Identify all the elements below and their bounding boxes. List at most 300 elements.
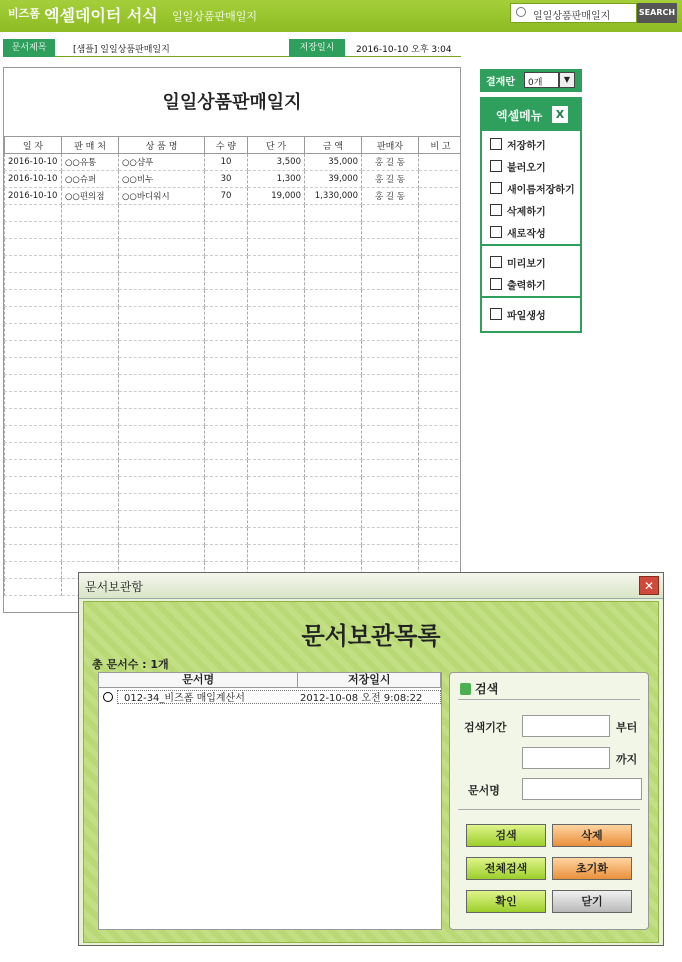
table-cell[interactable]	[362, 375, 419, 392]
table-cell[interactable]	[119, 290, 205, 307]
menu-item-label: 파일생성	[507, 310, 546, 322]
table-cell[interactable]	[5, 290, 62, 307]
table-cell[interactable]	[305, 307, 362, 324]
close-button[interactable]: 닫기	[552, 890, 632, 913]
table-cell[interactable]	[419, 443, 462, 460]
menu-item-save-as[interactable]	[482, 175, 580, 197]
table-cell[interactable]	[62, 460, 119, 477]
table-cell[interactable]	[305, 426, 362, 443]
table-cell[interactable]	[419, 324, 462, 341]
approval-select[interactable]: 0개	[524, 72, 559, 88]
preview-icon	[490, 256, 502, 268]
table-cell[interactable]	[119, 494, 205, 511]
table-cell[interactable]	[205, 477, 248, 494]
table-cell[interactable]	[205, 392, 248, 409]
table-cell[interactable]	[62, 443, 119, 460]
table-cell[interactable]	[205, 324, 248, 341]
table-row	[5, 205, 462, 222]
new-icon	[490, 226, 502, 238]
table-cell[interactable]: 2016-10-10	[5, 171, 62, 188]
table-cell[interactable]: ○○유통	[62, 154, 119, 171]
table-cell[interactable]	[305, 494, 362, 511]
table-cell[interactable]	[62, 409, 119, 426]
table-cell[interactable]	[119, 205, 205, 222]
table-cell[interactable]	[419, 222, 462, 239]
table-cell[interactable]: 70	[205, 188, 248, 205]
table-cell[interactable]	[62, 273, 119, 290]
doc-name-label: 문서명	[468, 784, 500, 797]
table-cell[interactable]	[419, 392, 462, 409]
table-cell[interactable]	[419, 341, 462, 358]
table-cell[interactable]	[205, 426, 248, 443]
menu-item-open[interactable]	[482, 153, 580, 175]
menu-item-label: 불러오기	[507, 162, 546, 174]
list-item[interactable]	[99, 688, 441, 705]
table-cell[interactable]	[5, 460, 62, 477]
table-cell[interactable]	[5, 273, 62, 290]
table-cell[interactable]	[205, 545, 248, 562]
table-cell[interactable]	[62, 511, 119, 528]
from-label: 부터	[616, 721, 638, 734]
menu-item-print[interactable]	[482, 271, 580, 293]
table-row	[5, 324, 462, 341]
search-input[interactable]	[510, 3, 637, 23]
close-icon[interactable]: ✕	[639, 576, 659, 595]
col-doc-name[interactable]: 문서명	[99, 673, 298, 687]
table-cell[interactable]	[119, 460, 205, 477]
table-cell[interactable]	[205, 494, 248, 511]
menu-item-label: 삭제하기	[507, 206, 546, 218]
excel-menu	[480, 97, 582, 333]
search-button[interactable]: SEARCH	[637, 3, 677, 23]
dialog-titlebar	[79, 573, 663, 599]
table-cell[interactable]	[5, 494, 62, 511]
archive-heading: 문서보관목록	[301, 622, 441, 650]
table-cell[interactable]	[119, 426, 205, 443]
form-name: 일일상품판매일지	[172, 10, 258, 23]
table-row	[5, 341, 462, 358]
table-cell[interactable]	[119, 256, 205, 273]
table-cell[interactable]	[305, 324, 362, 341]
table-cell[interactable]	[205, 205, 248, 222]
table-cell[interactable]	[305, 341, 362, 358]
table-cell[interactable]	[5, 392, 62, 409]
table-cell[interactable]	[119, 273, 205, 290]
table-cell[interactable]	[119, 392, 205, 409]
table-cell[interactable]	[248, 426, 305, 443]
table-cell[interactable]	[5, 579, 62, 596]
delete-icon	[490, 204, 502, 216]
table-cell[interactable]	[119, 545, 205, 562]
menu-item-label: 미리보기	[507, 258, 546, 270]
table-row	[5, 426, 462, 443]
table-cell[interactable]	[419, 273, 462, 290]
table-cell[interactable]	[362, 239, 419, 256]
table-row	[5, 528, 462, 545]
table-cell[interactable]	[305, 239, 362, 256]
table-cell[interactable]	[419, 307, 462, 324]
table-cell[interactable]	[305, 358, 362, 375]
table-cell[interactable]	[305, 528, 362, 545]
table-cell[interactable]	[62, 358, 119, 375]
table-cell[interactable]	[205, 256, 248, 273]
column-header: 상 품 명	[119, 137, 205, 154]
top-bar	[0, 0, 682, 32]
table-cell[interactable]	[305, 477, 362, 494]
table-cell[interactable]	[362, 290, 419, 307]
table-cell[interactable]	[119, 375, 205, 392]
saved-tag: 저장일시	[289, 39, 345, 57]
row-cells	[117, 690, 441, 704]
row-radio[interactable]	[103, 692, 113, 702]
search-title-text: 검색	[475, 682, 499, 696]
approval-selector	[480, 69, 582, 92]
table-cell[interactable]	[119, 477, 205, 494]
table-row	[5, 409, 462, 426]
table-cell[interactable]	[248, 545, 305, 562]
table-cell[interactable]	[205, 341, 248, 358]
table-row	[5, 511, 462, 528]
table-cell[interactable]	[119, 409, 205, 426]
table-cell[interactable]	[62, 392, 119, 409]
table-cell[interactable]: 35,000	[305, 154, 362, 171]
search-icon	[516, 7, 526, 17]
divider	[458, 809, 640, 810]
table-row	[5, 375, 462, 392]
table-cell[interactable]: 19,000	[248, 188, 305, 205]
column-header: 판 매 처	[62, 137, 119, 154]
table-cell[interactable]	[248, 307, 305, 324]
table-cell[interactable]	[5, 409, 62, 426]
sheet-title: 일일상품판매일지	[162, 92, 302, 113]
table-cell[interactable]	[305, 375, 362, 392]
table-cell[interactable]	[419, 494, 462, 511]
table-cell[interactable]	[62, 239, 119, 256]
table-cell[interactable]	[5, 375, 62, 392]
table-row	[5, 290, 462, 307]
table-cell[interactable]	[248, 528, 305, 545]
menu-item-delete[interactable]	[482, 197, 580, 219]
table-row	[5, 154, 462, 171]
menu-item-label: 새이름저장하기	[507, 184, 575, 196]
table-cell[interactable]: ○○바디워시	[119, 188, 205, 205]
table-cell[interactable]	[419, 426, 462, 443]
table-cell[interactable]	[119, 324, 205, 341]
document-archive-dialog	[78, 572, 664, 946]
table-cell[interactable]	[248, 324, 305, 341]
table-cell[interactable]: 39,000	[305, 171, 362, 188]
table-row	[5, 392, 462, 409]
table-cell[interactable]	[62, 545, 119, 562]
table-cell[interactable]	[305, 222, 362, 239]
chevron-down-icon[interactable]: ▼	[559, 72, 575, 88]
table-cell[interactable]	[62, 477, 119, 494]
table-cell[interactable]	[205, 375, 248, 392]
table-cell[interactable]: 1,330,000	[305, 188, 362, 205]
table-cell[interactable]	[305, 392, 362, 409]
table-cell[interactable]	[362, 392, 419, 409]
table-cell[interactable]	[362, 426, 419, 443]
table-cell[interactable]: 홍 길 동	[362, 188, 419, 205]
row-doc-date: 2012-10-08 오전 9:08:22	[300, 693, 423, 704]
table-cell[interactable]	[205, 290, 248, 307]
table-cell[interactable]	[362, 409, 419, 426]
table-cell[interactable]	[362, 341, 419, 358]
menu-item-label: 저장하기	[507, 140, 546, 152]
search-all-button[interactable]: 전체검색	[466, 857, 546, 880]
table-cell[interactable]	[5, 426, 62, 443]
excel-icon: X	[552, 106, 568, 123]
table-cell[interactable]	[205, 443, 248, 460]
table-cell[interactable]	[248, 375, 305, 392]
menu-item-folder[interactable]	[482, 301, 580, 323]
table-cell[interactable]	[305, 460, 362, 477]
table-cell[interactable]	[419, 358, 462, 375]
table-cell[interactable]	[248, 494, 305, 511]
sales-table	[4, 136, 461, 596]
document-list	[98, 672, 442, 930]
table-row	[5, 171, 462, 188]
table-row	[5, 188, 462, 205]
table-cell[interactable]	[205, 239, 248, 256]
table-cell[interactable]	[305, 545, 362, 562]
menu-item-save[interactable]	[482, 131, 580, 153]
to-label: 까지	[616, 753, 638, 766]
table-cell[interactable]: 30	[205, 171, 248, 188]
table-cell[interactable]	[419, 545, 462, 562]
table-cell[interactable]: 홍 길 동	[362, 171, 419, 188]
column-header: 비 고	[419, 137, 462, 154]
table-cell[interactable]	[362, 494, 419, 511]
table-cell[interactable]	[5, 341, 62, 358]
print-icon	[490, 278, 502, 290]
table-row	[5, 443, 462, 460]
table-cell[interactable]: 1,300	[248, 171, 305, 188]
menu-item-preview[interactable]	[482, 249, 580, 271]
table-cell[interactable]	[305, 511, 362, 528]
table-cell[interactable]	[248, 341, 305, 358]
menu-divider	[482, 244, 580, 246]
date-to-input[interactable]	[522, 747, 610, 769]
table-cell[interactable]	[205, 460, 248, 477]
table-cell[interactable]	[419, 511, 462, 528]
menu-divider	[482, 296, 580, 298]
table-cell[interactable]	[205, 222, 248, 239]
period-label: 검색기간	[464, 721, 507, 734]
table-cell[interactable]	[362, 477, 419, 494]
doc-title: [샘플] 일일상품판매일지	[73, 45, 170, 55]
table-cell[interactable]: 3,500	[248, 154, 305, 171]
table-cell[interactable]	[5, 477, 62, 494]
table-cell[interactable]	[119, 307, 205, 324]
table-row	[5, 273, 462, 290]
table-row	[5, 545, 462, 562]
search-button[interactable]: 검색	[466, 824, 546, 847]
table-cell[interactable]: 10	[205, 154, 248, 171]
table-cell[interactable]	[205, 409, 248, 426]
table-cell[interactable]	[419, 171, 462, 188]
doc-title-tag: 문서제목	[3, 39, 55, 57]
table-cell[interactable]	[119, 528, 205, 545]
table-cell[interactable]	[62, 324, 119, 341]
column-header: 판매자	[362, 137, 419, 154]
row-doc-name: 012-34_비즈폼 매입계산서	[124, 693, 245, 704]
info-bar	[3, 39, 461, 57]
table-cell[interactable]	[119, 358, 205, 375]
table-cell[interactable]	[5, 528, 62, 545]
table-cell[interactable]	[419, 375, 462, 392]
table-cell[interactable]	[362, 205, 419, 222]
table-cell[interactable]	[62, 205, 119, 222]
table-cell[interactable]	[5, 239, 62, 256]
table-cell[interactable]	[119, 341, 205, 358]
app-title: 엑셀데이터 서식	[44, 6, 158, 25]
table-cell[interactable]	[62, 494, 119, 511]
list-header	[99, 673, 441, 688]
table-cell[interactable]	[362, 222, 419, 239]
table-cell[interactable]	[362, 460, 419, 477]
table-cell[interactable]	[62, 375, 119, 392]
table-row	[5, 239, 462, 256]
table-cell[interactable]	[119, 239, 205, 256]
table-cell[interactable]	[419, 256, 462, 273]
table-cell[interactable]	[248, 239, 305, 256]
table-cell[interactable]	[5, 545, 62, 562]
table-cell[interactable]	[305, 443, 362, 460]
table-cell[interactable]	[419, 188, 462, 205]
table-cell[interactable]	[248, 358, 305, 375]
open-icon	[490, 160, 502, 172]
table-cell[interactable]	[305, 409, 362, 426]
dialog-body	[83, 601, 659, 943]
table-cell[interactable]	[362, 443, 419, 460]
table-cell[interactable]	[62, 290, 119, 307]
delete-button[interactable]: 삭제	[552, 824, 632, 847]
table-cell[interactable]	[205, 358, 248, 375]
table-cell[interactable]	[5, 222, 62, 239]
table-cell[interactable]	[305, 290, 362, 307]
table-cell[interactable]	[248, 392, 305, 409]
approval-label: 결재란	[486, 77, 515, 88]
column-header: 금 액	[305, 137, 362, 154]
table-cell[interactable]	[248, 460, 305, 477]
table-cell[interactable]	[5, 307, 62, 324]
table-cell[interactable]	[248, 477, 305, 494]
table-cell[interactable]	[205, 273, 248, 290]
ok-button[interactable]: 확인	[466, 890, 546, 913]
table-cell[interactable]	[362, 545, 419, 562]
date-from-input[interactable]	[522, 715, 610, 737]
table-cell[interactable]	[419, 477, 462, 494]
table-cell[interactable]	[5, 562, 62, 579]
divider	[458, 699, 640, 700]
table-cell[interactable]: 홍 길 동	[362, 154, 419, 171]
table-cell[interactable]: ○○비누	[119, 171, 205, 188]
table-cell[interactable]	[248, 273, 305, 290]
table-cell[interactable]	[419, 239, 462, 256]
table-cell[interactable]	[362, 358, 419, 375]
doc-name-input[interactable]	[522, 778, 642, 800]
menu-item-new[interactable]	[482, 219, 580, 241]
table-cell[interactable]	[362, 256, 419, 273]
table-cell[interactable]: ○○편의점	[62, 188, 119, 205]
table-cell[interactable]	[305, 256, 362, 273]
table-cell[interactable]	[248, 256, 305, 273]
table-cell[interactable]	[419, 460, 462, 477]
column-header: 단 가	[248, 137, 305, 154]
table-cell[interactable]	[305, 273, 362, 290]
table-cell[interactable]	[62, 528, 119, 545]
table-cell[interactable]: ○○샴푸	[119, 154, 205, 171]
spreadsheet	[3, 67, 461, 613]
table-cell[interactable]	[5, 443, 62, 460]
table-cell[interactable]	[5, 511, 62, 528]
table-cell[interactable]	[205, 511, 248, 528]
table-cell[interactable]	[419, 205, 462, 222]
table-cell[interactable]	[248, 290, 305, 307]
table-cell[interactable]	[362, 324, 419, 341]
search-value: 일일상품판매일지	[533, 11, 611, 22]
table-cell[interactable]: 2016-10-10	[5, 154, 62, 171]
table-row	[5, 307, 462, 324]
table-row	[5, 494, 462, 511]
table-cell[interactable]	[248, 205, 305, 222]
table-cell[interactable]	[305, 205, 362, 222]
table-cell[interactable]	[62, 426, 119, 443]
table-cell[interactable]	[205, 307, 248, 324]
bullet-icon	[460, 683, 471, 695]
table-cell[interactable]	[362, 273, 419, 290]
table-cell[interactable]	[362, 307, 419, 324]
table-cell[interactable]: 2016-10-10	[5, 188, 62, 205]
table-cell[interactable]	[62, 307, 119, 324]
table-cell[interactable]	[419, 154, 462, 171]
table-cell[interactable]	[119, 222, 205, 239]
table-cell[interactable]	[248, 409, 305, 426]
excel-menu-header	[482, 99, 580, 131]
save-as-icon	[490, 182, 502, 194]
dialog-title: 문서보관함	[85, 580, 143, 594]
table-cell[interactable]	[248, 511, 305, 528]
table-row	[5, 222, 462, 239]
table-cell[interactable]	[5, 324, 62, 341]
table-cell[interactable]	[5, 205, 62, 222]
table-cell[interactable]	[5, 358, 62, 375]
table-cell[interactable]	[419, 290, 462, 307]
table-cell[interactable]	[248, 222, 305, 239]
table-row	[5, 358, 462, 375]
table-row	[5, 256, 462, 273]
folder-icon	[490, 308, 502, 320]
table-cell[interactable]	[362, 528, 419, 545]
table-cell[interactable]	[119, 511, 205, 528]
menu-item-label: 출력하기	[507, 280, 546, 292]
table-cell[interactable]	[205, 528, 248, 545]
table-cell[interactable]	[62, 256, 119, 273]
table-cell[interactable]	[419, 409, 462, 426]
table-row	[5, 477, 462, 494]
table-cell[interactable]	[62, 341, 119, 358]
table-cell[interactable]	[62, 222, 119, 239]
reset-button[interactable]: 초기화	[552, 857, 632, 880]
table-cell[interactable]	[419, 528, 462, 545]
table-cell[interactable]	[248, 443, 305, 460]
col-saved-date[interactable]: 저장일시	[298, 673, 441, 687]
table-cell[interactable]: ○○슈퍼	[62, 171, 119, 188]
table-cell[interactable]	[362, 511, 419, 528]
table-cell[interactable]	[119, 443, 205, 460]
table-cell[interactable]	[5, 256, 62, 273]
